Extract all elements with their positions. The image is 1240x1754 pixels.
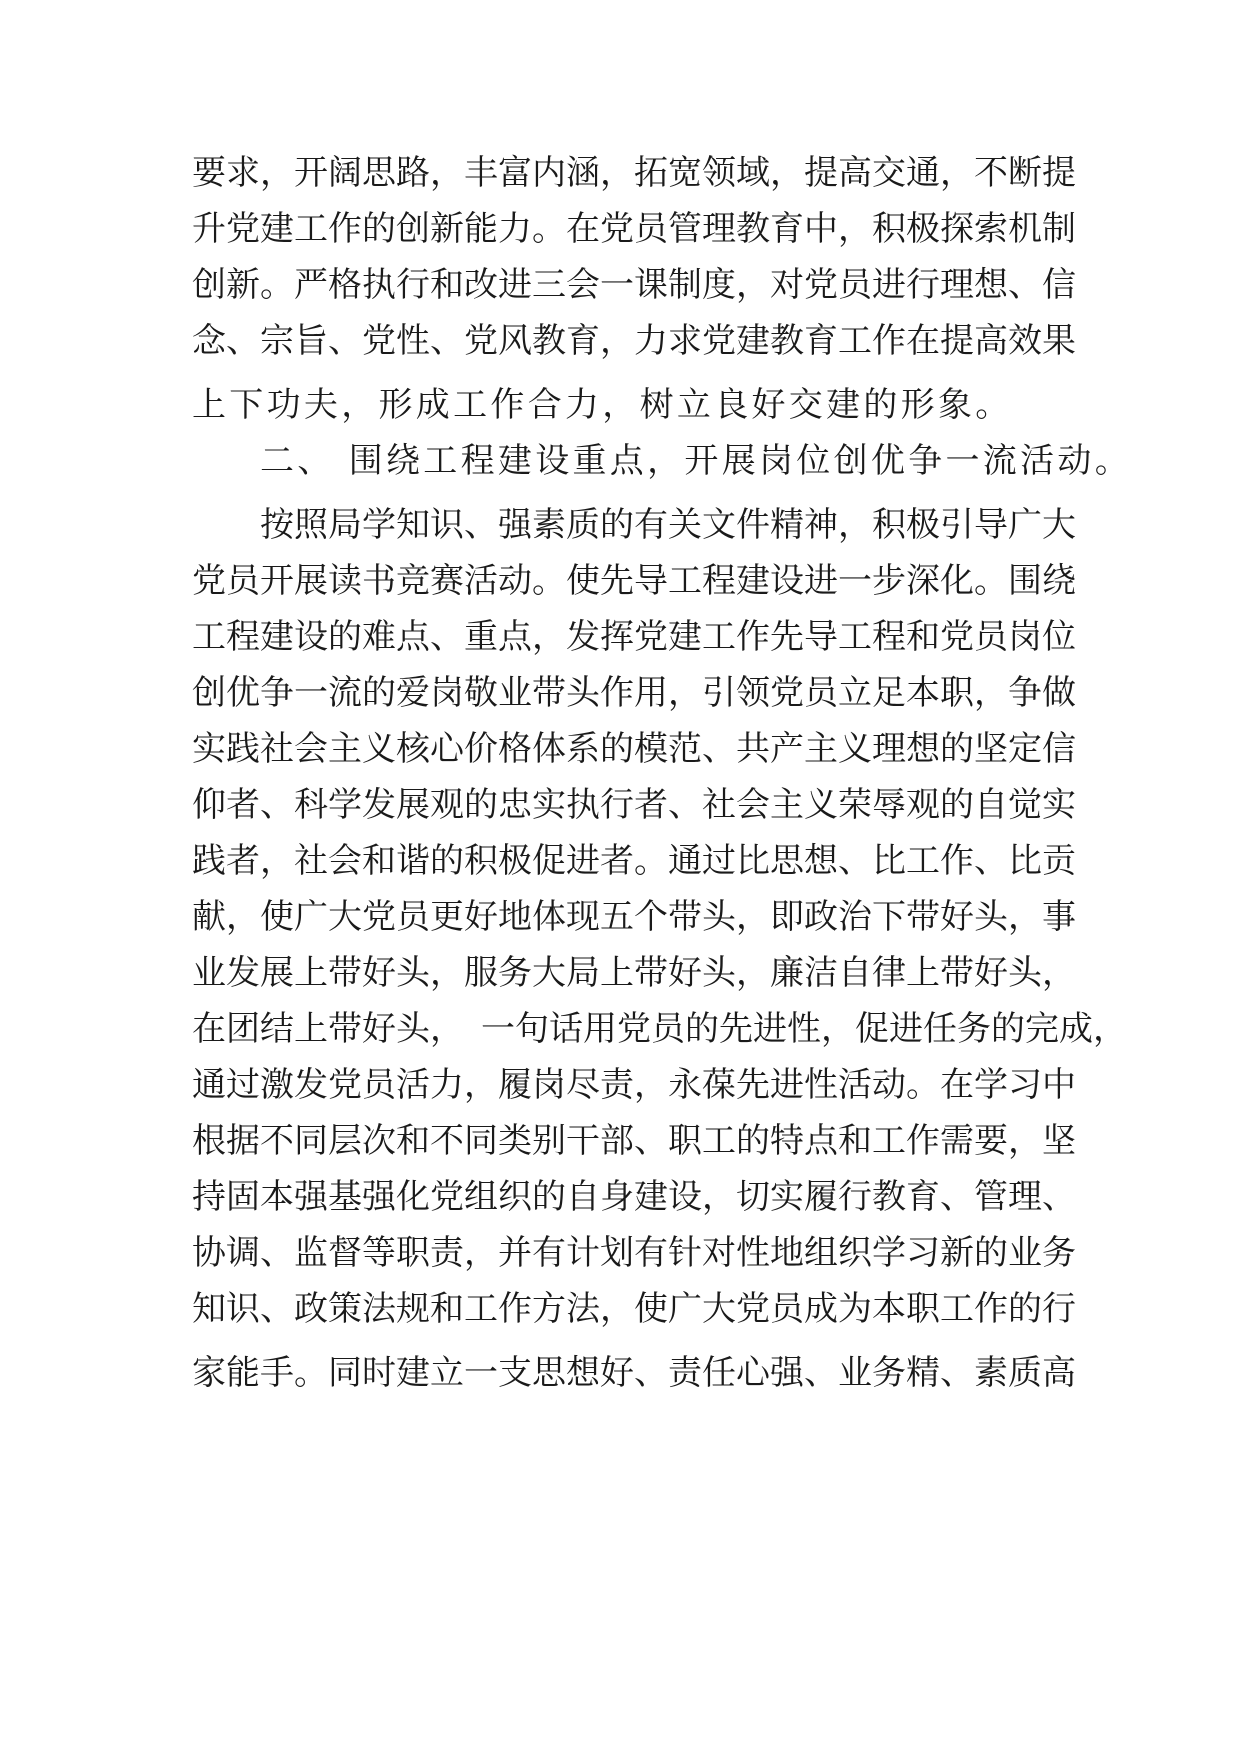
text-line: 创新。严格执行和改进三会一课制度，对党员进行理想、信 [192,265,1076,305]
text-line: 升党建工作的创新能力。在党员管理教育中，积极探索机制 [192,209,1076,249]
text-line: 献，使广大党员更好地体现五个带头，即政治下带好头，事 [192,897,1076,937]
text-line: 要求，开阔思路，丰富内涵，拓宽领域，提高交通，不断提 [192,153,1076,193]
text-line: 仰者、科学发展观的忠实执行者、社会主义荣辱观的自觉实 [192,785,1076,825]
text-line: 协调、监督等职责，并有计划有针对性地组织学习新的业务 [192,1233,1076,1273]
text-line: 在团结上带好头， 一句话用党员的先进性，促进任务的完成， [192,1009,1127,1049]
text-line: 上下功夫，形成工作合力，树立良好交建的形象。 [192,385,1013,425]
text-line: 念、宗旨、党性、党风教育，力求党建教育工作在提高效果 [192,321,1076,361]
text-line: 通过激发党员活力，履岗尽责，永葆先进性活动。在学习中 [192,1065,1076,1105]
text-line: 实践社会主义核心价格体系的模范、共产主义理想的坚定信 [192,729,1076,769]
section-heading: 二、 围绕工程建设重点，开展岗位创优争一流活动。 [260,441,1133,481]
text-line: 知识、政策法规和工作方法，使广大党员成为本职工作的行 [192,1289,1076,1329]
text-line: 党员开展读书竞赛活动。使先导工程建设进一步深化。围绕 [192,561,1076,601]
text-line: 创优争一流的爱岗敬业带头作用，引领党员立足本职，争做 [192,673,1076,713]
text-line: 根据不同层次和不同类别干部、职工的特点和工作需要，坚 [192,1121,1076,1161]
text-line: 按照局学知识、强素质的有关文件精神，积极引导广大 [260,505,1076,545]
text-line: 业发展上带好头，服务大局上带好头，廉洁自律上带好头， [192,953,1076,993]
text-line: 工程建设的难点、重点，发挥党建工作先导工程和党员岗位 [192,617,1076,657]
text-line: 践者，社会和谐的积极促进者。通过比思想、比工作、比贡 [192,841,1076,881]
text-line: 持固本强基强化党组织的自身建设，切实履行教育、管理、 [192,1177,1076,1217]
text-line: 家能手。同时建立一支思想好、责任心强、业务精、素质高 [192,1353,1076,1393]
